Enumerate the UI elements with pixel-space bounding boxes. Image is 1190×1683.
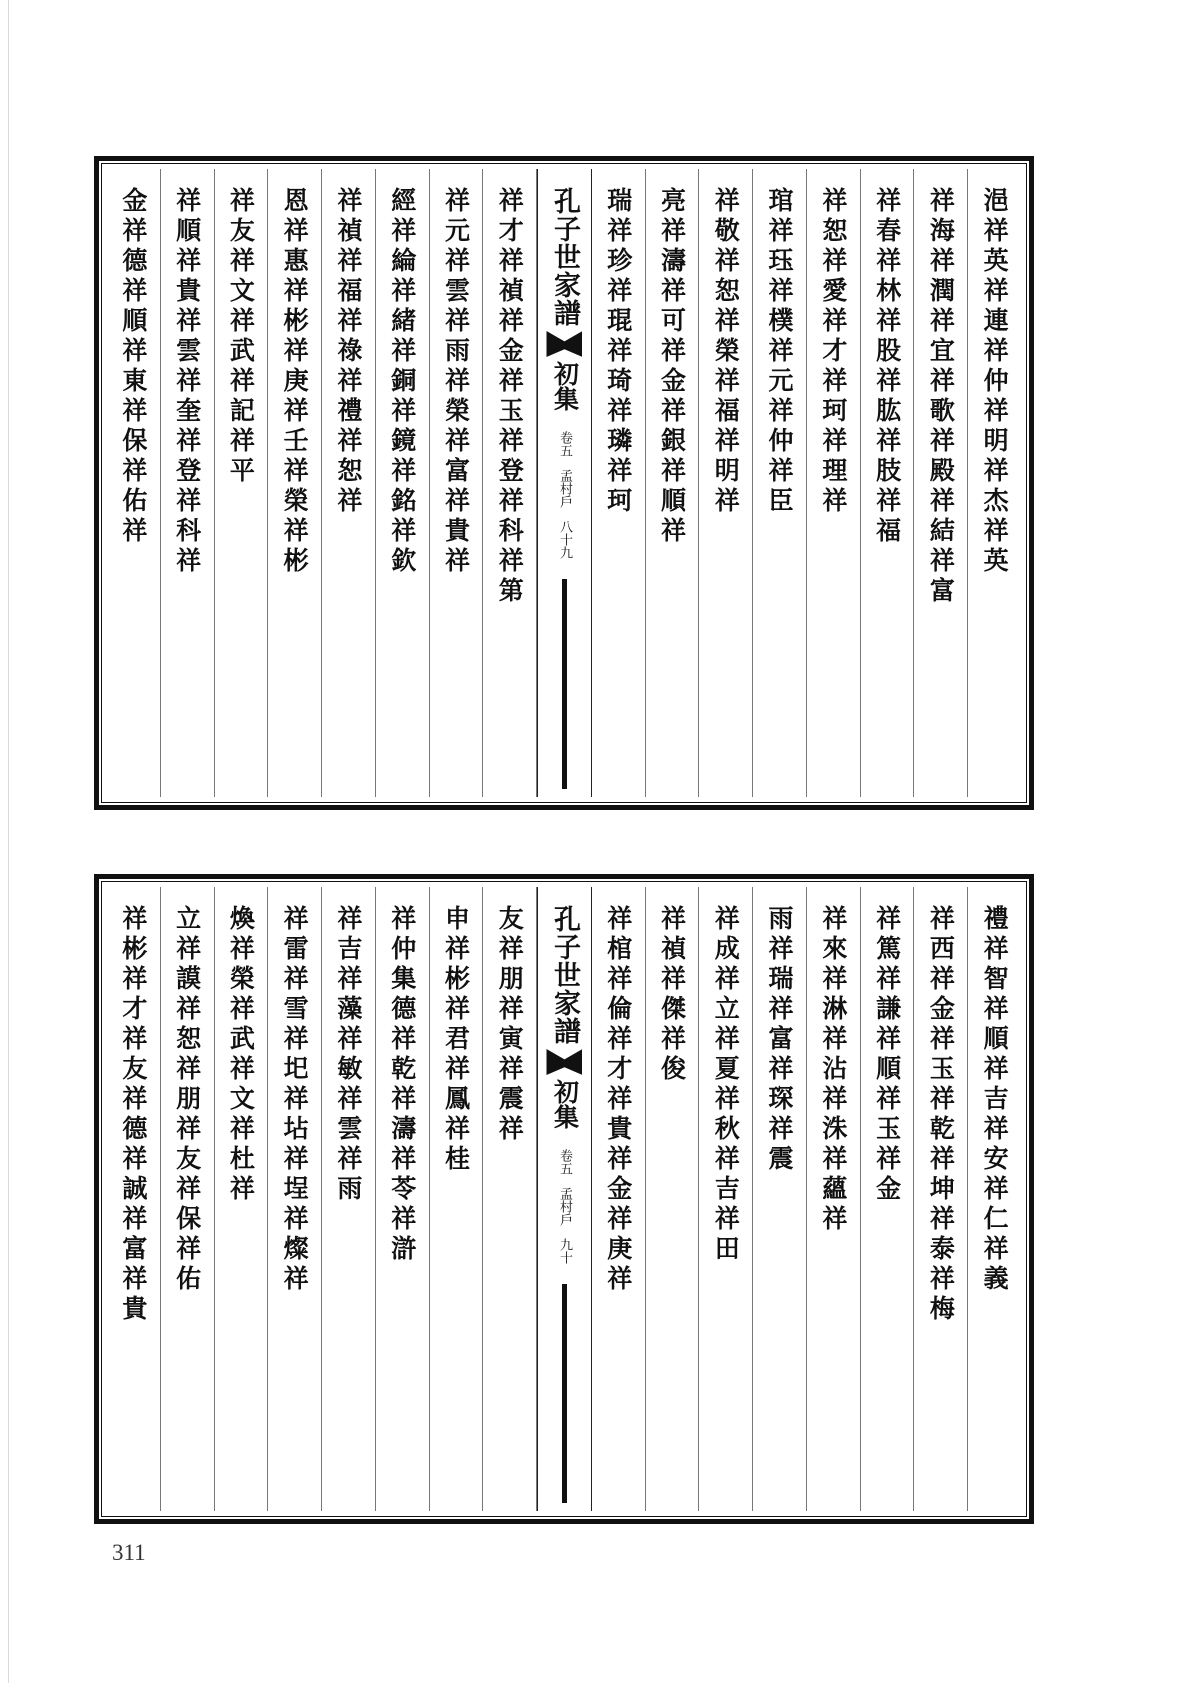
- book-title: 孔子世家譜: [548, 905, 580, 1045]
- text-column: [807, 169, 861, 797]
- column-strip: [107, 169, 1021, 797]
- genealogy-panel-top: [94, 156, 1034, 810]
- text-column: [968, 887, 1021, 1511]
- column-text: 亮祥濤祥可祥金祥銀祥順祥: [657, 187, 687, 547]
- fishtail-ornament-icon: [546, 1049, 582, 1075]
- text-column: [914, 169, 968, 797]
- book-title: 孔子世家譜: [548, 187, 580, 327]
- column-text: 恩祥惠祥彬祥庚祥壬祥榮祥彬: [280, 187, 310, 577]
- column-text: 祥仲集德祥乾祥濤祥苓祥滸: [387, 905, 417, 1265]
- column-text: 祥來祥淋祥沾祥洙祥蘊祥: [818, 905, 848, 1235]
- text-column: [161, 169, 215, 797]
- text-column: [322, 169, 376, 797]
- column-text: 祥棺祥倫祥才祥貴祥金祥庚祥: [603, 905, 633, 1295]
- text-column: [376, 169, 430, 797]
- chapter-label: 卷五: [556, 1149, 572, 1175]
- text-column: [322, 887, 376, 1511]
- text-column: [914, 887, 968, 1511]
- fishtail-ornament-icon: [546, 331, 582, 357]
- column-text: 禮祥智祥順祥吉祥安祥仁祥義: [980, 905, 1010, 1295]
- column-text: 祥彬祥才祥友祥德祥誠祥富祥貴: [118, 905, 148, 1325]
- column-text: 祥成祥立祥夏祥秋祥吉祥田: [711, 905, 741, 1265]
- text-column: [646, 169, 700, 797]
- column-text: 祥恕祥愛祥才祥珂祥理祥: [818, 187, 848, 517]
- folio-number: 八十九: [556, 520, 572, 559]
- text-column: [107, 887, 161, 1511]
- column-text: 琯祥珏祥樸祥元祥仲祥臣: [765, 187, 795, 517]
- column-text: 祥海祥潤祥宜祥歌祥殿祥結祥富: [926, 187, 956, 607]
- text-column: [483, 887, 537, 1511]
- text-column: [268, 887, 322, 1511]
- column-text: 祥敬祥恕祥榮祥福祥明祥: [711, 187, 741, 517]
- chapter-label: 卷五: [556, 431, 572, 457]
- column-text: 祥元祥雲祥雨祥榮祥富祥貴祥: [441, 187, 471, 577]
- text-column: [215, 887, 269, 1511]
- text-column: [753, 169, 807, 797]
- column-text: 祥順祥貴祥雲祥奎祥登祥科祥: [172, 187, 202, 577]
- center-rule: [562, 1284, 567, 1503]
- column-text: 申祥彬祥君祥鳳祥桂: [441, 905, 471, 1175]
- column-text: 祥禎祥傑祥俊: [657, 905, 687, 1085]
- column-text: 浥祥英祥連祥仲祥明祥杰祥英: [980, 187, 1010, 577]
- text-column: [699, 887, 753, 1511]
- scan-edge-line: [8, 0, 9, 1683]
- text-column: [592, 887, 646, 1511]
- folio-number: 九十: [556, 1238, 572, 1264]
- volume-label: 初集: [550, 361, 580, 411]
- text-column: [592, 169, 646, 797]
- text-column: [861, 887, 915, 1511]
- column-text: 金祥德祥順祥東祥保祥佑祥: [118, 187, 148, 547]
- genealogy-panel-bottom: [94, 874, 1034, 1524]
- text-column: [430, 887, 484, 1511]
- column-text: 祥禎祥福祥祿祥禮祥恕祥: [333, 187, 363, 517]
- center-column: [537, 169, 592, 797]
- column-text: 祥吉祥藻祥敏祥雲祥雨: [333, 905, 363, 1205]
- text-column: [807, 887, 861, 1511]
- column-text: 雨祥瑞祥富祥琛祥震: [765, 905, 795, 1175]
- text-column: [483, 169, 537, 797]
- column-text: 煥祥榮祥武祥文祥杜祥: [226, 905, 256, 1205]
- text-column: [376, 887, 430, 1511]
- column-text: 祥西祥金祥玉祥乾祥坤祥泰祥梅: [926, 905, 956, 1325]
- section-label: 孟村戶: [556, 469, 572, 508]
- column-text: 瑞祥珍祥琨祥琦祥璘祥珂: [603, 187, 633, 517]
- text-column: [107, 169, 161, 797]
- center-rule: [562, 579, 567, 789]
- text-column: [861, 169, 915, 797]
- column-text: 祥友祥文祥武祥記祥平: [226, 187, 256, 487]
- column-text: 友祥朋祥寅祥震祥: [495, 905, 525, 1145]
- text-column: [699, 169, 753, 797]
- center-column: [537, 887, 592, 1511]
- text-column: [161, 887, 215, 1511]
- column-text: 祥篤祥謙祥順祥玉祥金: [872, 905, 902, 1205]
- column-text: 祥雷祥雪祥圯祥坫祥埕祥燦祥: [280, 905, 310, 1295]
- text-column: [968, 169, 1021, 797]
- text-column: [430, 169, 484, 797]
- text-column: [215, 169, 269, 797]
- volume-label: 初集: [550, 1079, 580, 1129]
- text-column: [268, 169, 322, 797]
- column-text: 祥春祥林祥股祥肱祥肢祥福: [872, 187, 902, 547]
- column-text: 經祥綸祥緒祥銅祥鏡祥銘祥欽: [387, 187, 417, 577]
- page-number: 311: [112, 1540, 146, 1565]
- column-text: 立祥謨祥恕祥朋祥友祥保祥佑: [172, 905, 202, 1295]
- column-strip: [107, 887, 1021, 1511]
- section-label: 孟村戶: [556, 1187, 572, 1226]
- text-column: [646, 887, 700, 1511]
- text-column: [753, 887, 807, 1511]
- column-text: 祥才祥禎祥金祥玉祥登祥科祥第: [495, 187, 525, 607]
